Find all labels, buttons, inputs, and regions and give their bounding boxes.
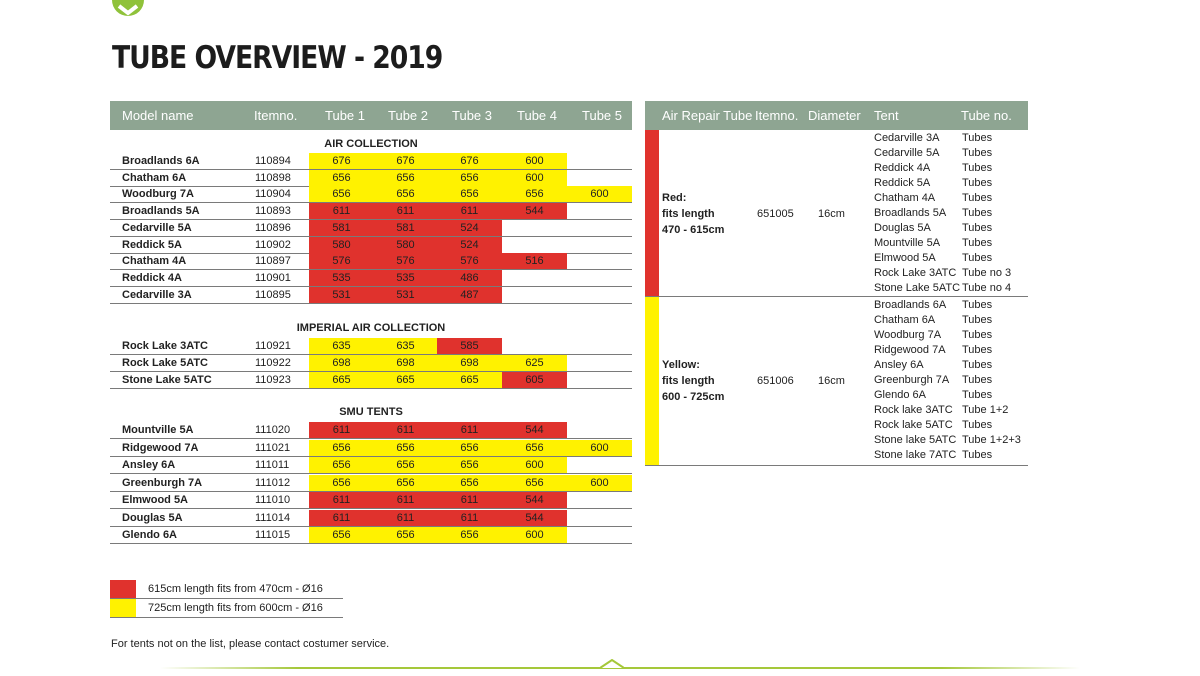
tube-4-cell: 656 <box>502 440 567 456</box>
item-number: 110921 <box>255 340 291 352</box>
tent-name: Reddick 4A <box>874 162 931 174</box>
tube-1-cell: 656 <box>309 440 374 456</box>
tube-3-cell: 487 <box>437 287 502 303</box>
tent-name: Rock lake 3ATC <box>874 404 953 416</box>
model-name: Glendo 6A <box>122 529 178 541</box>
tube-4-cell: 544 <box>502 492 567 508</box>
tube-number: Tube no 4 <box>962 282 1012 294</box>
tube-number: Tube 1+2+3 <box>962 434 1021 446</box>
table-row <box>110 338 632 355</box>
group-label-line: fits length <box>662 375 715 387</box>
model-name: Ansley 6A <box>122 459 176 471</box>
model-name: Reddick 5A <box>122 238 182 251</box>
tube-2-cell: 656 <box>373 440 438 456</box>
item-number: 110898 <box>255 171 291 184</box>
item-number: 111020 <box>255 424 291 436</box>
tube-1-cell: 611 <box>309 422 374 438</box>
tent-name: Glendo 6A <box>874 389 926 401</box>
tube-2-cell: 635 <box>373 338 438 354</box>
tube-2-cell: 676 <box>373 153 438 169</box>
tube-4-cell: 600 <box>502 170 567 186</box>
tube-3-cell: 611 <box>437 492 502 508</box>
tube-4-cell: 600 <box>502 153 567 169</box>
table-row <box>110 422 632 439</box>
repair-diameter: 16cm <box>818 375 845 387</box>
tube-1-cell: 676 <box>309 153 374 169</box>
tube-3-cell: 611 <box>437 510 502 526</box>
tube-3-cell: 611 <box>437 203 502 219</box>
group-label <box>662 190 724 238</box>
table-row <box>110 220 632 237</box>
table-row <box>110 237 632 254</box>
group-label <box>662 357 724 405</box>
tube-3-cell: 585 <box>437 338 502 354</box>
section-title: IMPERIAL AIR COLLECTION <box>296 322 446 334</box>
item-number: 111011 <box>255 459 290 471</box>
table-row <box>110 475 632 492</box>
table-row <box>110 203 632 220</box>
tent-name: Ansley 6A <box>874 359 924 371</box>
tube-1-cell: 698 <box>309 355 374 371</box>
item-number: 110893 <box>255 205 291 218</box>
tube-3-cell: 576 <box>437 253 502 269</box>
model-name: Broadlands 5A <box>122 205 200 218</box>
tube-4-cell: 600 <box>502 527 567 543</box>
tent-name: Broadlands 6A <box>874 299 947 311</box>
tube-number: Tubes <box>962 147 993 159</box>
tube-3-cell: 524 <box>437 220 502 236</box>
tent-name: Chatham 4A <box>874 192 936 204</box>
footer-note: For tents not on the list, please contact costumer service. <box>111 638 390 650</box>
table-row <box>110 186 632 203</box>
header-tube-5: Tube 5 <box>582 108 622 123</box>
tube-1-cell: 611 <box>309 510 374 526</box>
table-row <box>110 287 632 304</box>
item-number: 110896 <box>255 221 291 234</box>
repair-item-number: 651005 <box>757 208 794 220</box>
table-row <box>110 492 632 509</box>
red-group-bar <box>645 130 659 296</box>
tube-number: Tubes <box>962 252 993 264</box>
item-number: 111015 <box>255 529 291 541</box>
tent-name: Stone lake 7ATC <box>874 449 957 461</box>
model-name: Ridgewood 7A <box>122 441 199 454</box>
tube-number: Tubes <box>962 132 993 144</box>
section-title: AIR COLLECTION <box>324 138 418 150</box>
header-tube-3: Tube 3 <box>452 108 492 123</box>
header-tube-4: Tube 4 <box>517 108 557 123</box>
table-row <box>110 253 632 270</box>
model-name: Chatham 4A <box>122 255 187 268</box>
group-label-line: Red: <box>662 192 687 204</box>
header-tube-2: Tube 2 <box>388 108 428 123</box>
tube-4-cell: 656 <box>502 186 567 202</box>
tent-name: Greenburgh 7A <box>874 374 950 386</box>
tent-name: Stone lake 5ATC <box>874 434 957 446</box>
tube-3-cell: 665 <box>437 372 502 388</box>
model-name: Mountville 5A <box>122 424 194 436</box>
tube-4-cell: 656 <box>502 475 567 491</box>
group-label-line: fits length <box>662 208 715 220</box>
table-row <box>110 372 632 389</box>
tube-2-cell: 611 <box>373 510 438 526</box>
header-tent: Tent <box>874 108 899 123</box>
table-row <box>110 270 632 287</box>
table-row <box>110 153 632 170</box>
tube-number: Tubes <box>962 177 993 189</box>
tube-number: Tubes <box>962 389 993 401</box>
model-name: Elmwood 5A <box>122 494 189 506</box>
tent-name: Stone Lake 5ATC <box>874 282 961 294</box>
tube-2-cell: 656 <box>373 457 438 473</box>
model-name: Rock Lake 3ATC <box>122 340 208 352</box>
tent-name: Rock lake 5ATC <box>874 419 953 431</box>
tent-name: Reddick 5A <box>874 177 931 189</box>
legend-text: 725cm length fits from 600cm - Ø16 <box>148 602 323 614</box>
table-row <box>110 510 632 527</box>
tube-number: Tubes <box>962 344 993 356</box>
table-row <box>110 170 632 187</box>
tube-number: Tubes <box>962 314 993 326</box>
item-number: 111021 <box>255 441 291 454</box>
tube-4-cell: 516 <box>502 253 567 269</box>
tube-1-cell: 656 <box>309 475 374 491</box>
tube-2-cell: 698 <box>373 355 438 371</box>
model-name: Reddick 4A <box>122 271 182 284</box>
tube-3-cell: 656 <box>437 170 502 186</box>
tube-number: Tube 1+2 <box>962 404 1009 416</box>
tube-3-cell: 524 <box>437 237 502 253</box>
brand-logo-icon <box>110 0 146 26</box>
group-label-line: Yellow: <box>662 359 700 371</box>
tube-2-cell: 581 <box>373 220 438 236</box>
item-number: 110923 <box>255 373 291 386</box>
tube-3-cell: 486 <box>437 270 502 286</box>
table-row <box>110 527 632 544</box>
tube-5-cell: 600 <box>567 475 632 491</box>
model-name: Woodburg 7A <box>122 188 194 201</box>
group-label-line: 600 - 725cm <box>662 391 725 403</box>
tube-1-cell: 656 <box>309 527 374 543</box>
item-number: 110894 <box>255 155 291 167</box>
tube-number: Tubes <box>962 299 993 311</box>
tent-name: Broadlands 5A <box>874 207 947 219</box>
tube-number: Tubes <box>962 419 993 431</box>
tube-number: Tubes <box>962 222 993 234</box>
legend-text: 615cm length fits from 470cm - Ø16 <box>148 583 323 595</box>
model-name: Greenburgh 7A <box>122 476 203 489</box>
model-name: Broadlands 6A <box>122 155 200 167</box>
legend-red-swatch <box>110 580 136 598</box>
section-title: SMU TENTS <box>339 406 403 418</box>
tube-number: Tubes <box>962 329 993 341</box>
item-number: 111014 <box>255 511 291 524</box>
tent-name: Rock Lake 3ATC <box>874 267 957 279</box>
tube-2-cell: 611 <box>373 422 438 438</box>
model-name: Chatham 6A <box>122 171 187 184</box>
group-divider <box>645 296 1028 297</box>
repair-item-number: 651006 <box>757 375 794 387</box>
tube-4-cell: 544 <box>502 422 567 438</box>
item-number: 110895 <box>255 288 291 301</box>
legend-item <box>110 580 343 599</box>
tube-3-cell: 656 <box>437 457 502 473</box>
item-number: 111010 <box>255 494 291 506</box>
item-number: 110922 <box>255 356 291 369</box>
tube-4-cell: 605 <box>502 372 567 388</box>
tube-2-cell: 656 <box>373 475 438 491</box>
tent-name: Douglas 5A <box>874 222 931 234</box>
left-table-header <box>110 101 632 130</box>
table-row <box>110 440 632 457</box>
item-number: 110904 <box>255 188 291 201</box>
tube-2-cell: 576 <box>373 253 438 269</box>
tube-2-cell: 656 <box>373 186 438 202</box>
tube-1-cell: 635 <box>309 338 374 354</box>
divider-notch-icon <box>600 659 624 671</box>
tube-3-cell: 611 <box>437 422 502 438</box>
tube-2-cell: 611 <box>373 203 438 219</box>
tube-1-cell: 611 <box>309 492 374 508</box>
page-title: TUBE OVERVIEW - 2019 <box>112 40 443 76</box>
repair-diameter: 16cm <box>818 208 845 220</box>
tube-1-cell: 656 <box>309 457 374 473</box>
tube-2-cell: 665 <box>373 372 438 388</box>
model-name: Douglas 5A <box>122 511 183 524</box>
tube-3-cell: 656 <box>437 475 502 491</box>
table-row <box>110 457 632 474</box>
tube-4-cell: 600 <box>502 457 567 473</box>
tube-1-cell: 576 <box>309 253 374 269</box>
tube-1-cell: 656 <box>309 170 374 186</box>
header-model-name: Model name <box>122 108 194 123</box>
tent-name: Mountville 5A <box>874 237 941 249</box>
tube-4-cell: 625 <box>502 355 567 371</box>
tube-1-cell: 535 <box>309 270 374 286</box>
right-table-header <box>645 101 1028 130</box>
tent-name: Woodburg 7A <box>874 329 942 341</box>
tube-number: Tubes <box>962 237 993 249</box>
tube-number: Tubes <box>962 162 993 174</box>
tent-name: Cedarville 5A <box>874 147 940 159</box>
header-tube-no: Tube no. <box>961 108 1012 123</box>
model-name: Stone Lake 5ATC <box>122 373 212 386</box>
tube-1-cell: 531 <box>309 287 374 303</box>
tent-name: Ridgewood 7A <box>874 344 946 356</box>
tent-name: Cedarville 3A <box>874 132 940 144</box>
tube-3-cell: 656 <box>437 440 502 456</box>
tent-name: Chatham 6A <box>874 314 936 326</box>
tent-name: Elmwood 5A <box>874 252 936 264</box>
yellow-group-bar <box>645 297 659 465</box>
group-divider <box>645 465 1028 466</box>
tube-2-cell: 656 <box>373 527 438 543</box>
tube-number: Tubes <box>962 359 993 371</box>
tube-number: Tubes <box>962 192 993 204</box>
tube-1-cell: 665 <box>309 372 374 388</box>
tube-4-cell: 544 <box>502 203 567 219</box>
group-label-line: 470 - 615cm <box>662 224 725 236</box>
legend-item <box>110 599 343 618</box>
table-row <box>110 355 632 372</box>
tube-1-cell: 581 <box>309 220 374 236</box>
tube-2-cell: 535 <box>373 270 438 286</box>
tube-2-cell: 611 <box>373 492 438 508</box>
item-number: 110897 <box>255 255 291 268</box>
header-tube-1: Tube 1 <box>325 108 365 123</box>
tube-3-cell: 656 <box>437 527 502 543</box>
model-name: Rock Lake 5ATC <box>122 356 208 369</box>
tube-2-cell: 531 <box>373 287 438 303</box>
tube-1-cell: 656 <box>309 186 374 202</box>
tube-number: Tubes <box>962 374 993 386</box>
tube-number: Tubes <box>962 449 993 461</box>
tube-3-cell: 676 <box>437 153 502 169</box>
model-name: Cedarville 3A <box>122 288 192 301</box>
item-number: 110902 <box>255 238 291 251</box>
tube-1-cell: 580 <box>309 237 374 253</box>
model-name: Cedarville 5A <box>122 221 192 234</box>
tube-5-cell: 600 <box>567 186 632 202</box>
tube-5-cell: 600 <box>567 440 632 456</box>
tube-number: Tubes <box>962 207 993 219</box>
tube-2-cell: 580 <box>373 237 438 253</box>
item-number: 111012 <box>255 476 291 489</box>
tube-number: Tube no 3 <box>962 267 1012 279</box>
tube-3-cell: 656 <box>437 186 502 202</box>
header-air-repair-tube: Air Repair Tube <box>662 108 753 123</box>
header-diameter: Diameter <box>808 108 861 123</box>
tube-1-cell: 611 <box>309 203 374 219</box>
header-r-itemno: Itemno. <box>755 108 799 123</box>
header-itemno: Itemno. <box>254 108 298 123</box>
item-number: 110901 <box>255 271 291 284</box>
tube-4-cell: 544 <box>502 510 567 526</box>
tube-2-cell: 656 <box>373 170 438 186</box>
legend-yellow-swatch <box>110 599 136 617</box>
tube-3-cell: 698 <box>437 355 502 371</box>
